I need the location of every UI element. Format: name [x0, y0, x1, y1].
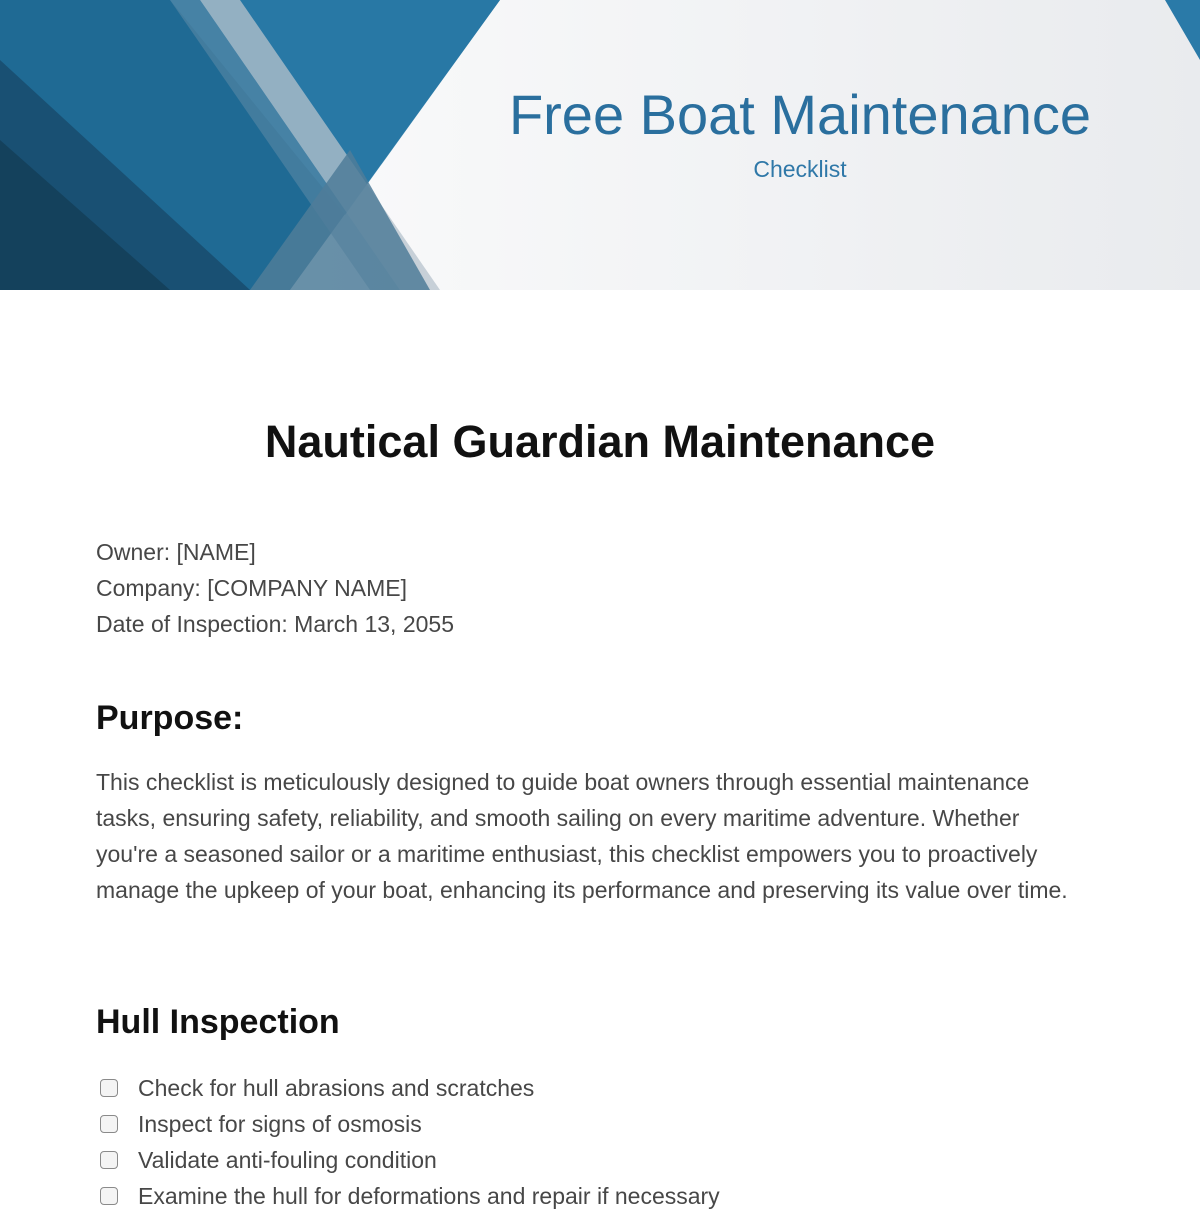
checkbox[interactable] [100, 1151, 118, 1169]
hull-inspection-heading: Hull Inspection [96, 1003, 340, 1041]
checkbox[interactable] [100, 1079, 118, 1097]
inspection-date-line: Date of Inspection: March 13, 2055 [96, 611, 454, 637]
purpose-heading: Purpose: [96, 699, 244, 737]
document-meta [96, 534, 454, 642]
header-title: Free Boat Maintenance [508, 83, 1092, 146]
checkbox[interactable] [100, 1187, 118, 1205]
checklist-item-label: Inspect for signs of osmosis [138, 1110, 422, 1137]
checklist-item [100, 1070, 720, 1106]
purpose-paragraph: This checklist is meticulously designed to guide boat owners through essential maintenance tasks, ensuring safety, reliability, and smooth sailing on every maritime adventure. Whether you're a seasoned sailor or a maritime enthusiast, this checklist empowers you to proactively manage the upkeep of your boat, enhancing its performance and preserving its value over time. [96, 769, 1068, 903]
checkbox[interactable] [100, 1115, 118, 1133]
header-subtitle: Checklist [753, 156, 847, 182]
company-line: Company: [COMPANY NAME] [96, 575, 408, 601]
checklist-item [100, 1106, 720, 1142]
header-banner [0, 0, 1200, 290]
checklist-item [100, 1178, 720, 1214]
checklist-item-label: Check for hull abrasions and scratches [138, 1074, 535, 1101]
checklist-item [100, 1142, 720, 1178]
checklist-item-label: Validate anti-fouling condition [138, 1146, 437, 1173]
checklist-item-label: Examine the hull for deformations and repair if necessary [138, 1182, 720, 1209]
hull-inspection-checklist [100, 1070, 720, 1214]
owner-line: Owner: [NAME] [96, 539, 256, 565]
document-title: Nautical Guardian Maintenance [264, 416, 936, 467]
